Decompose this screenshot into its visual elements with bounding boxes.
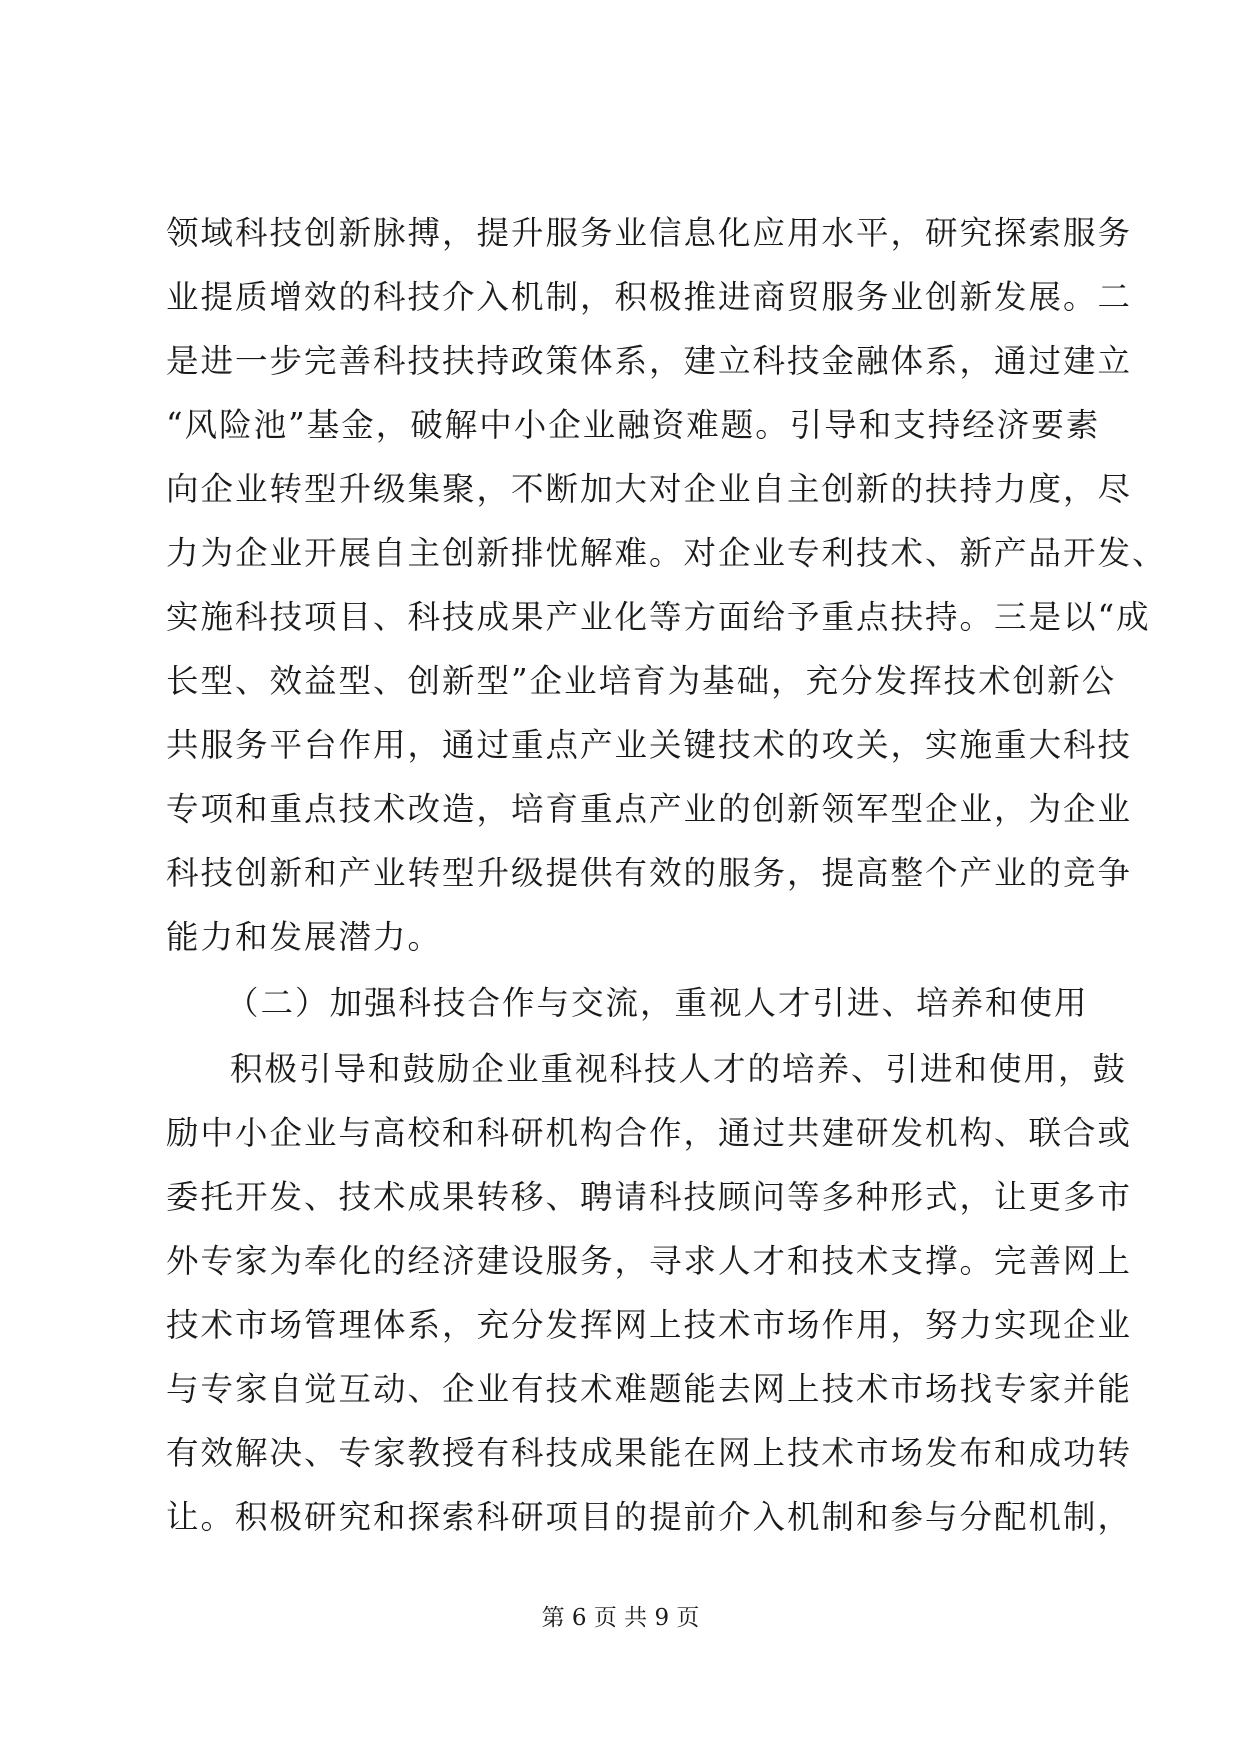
paragraph-line: 与专家自觉互动、企业有技术难题能去网上技术市场找专家并能 [166,1370,1133,1408]
paragraph-line: 力为企业开展自主创新排忧解难。对企业专利技术、新产品开发、 [166,534,1167,572]
paragraph-line: 能力和发展潜力。 [166,918,443,956]
paragraph-line: 业提质增效的科技介入机制，积极推进商贸服务业创新发展。二 [166,278,1133,316]
paragraph-line: “风险池”基金，破解中小企业融资难题。引导和支持经济要素 [166,406,1101,444]
paragraph-line: 励中小企业与高校和科研机构合作，通过共建研发机构、联合或 [166,1114,1133,1152]
paragraph-line: 委托开发、技术成果转移、聘请科技顾问等多种形式，让更多市 [166,1178,1133,1216]
paragraph-line: 让。积极研究和探索科研项目的提前介入机制和参与分配机制， [166,1498,1133,1536]
paragraph-line: 实施科技项目、科技成果产业化等方面给予重点扶持。三是以“成 [166,598,1151,636]
paragraph-line: 是进一步完善科技扶持政策体系，建立科技金融体系，通过建立 [166,342,1133,380]
page-number-footer: 第 6 页 共 9 页 [541,1605,700,1631]
paragraph-line: 有效解决、专家教授有科技成果能在网上技术市场发布和成功转 [166,1434,1133,1472]
paragraph-line: 领域科技创新脉搏，提升服务业信息化应用水平，研究探索服务 [166,214,1133,252]
paragraph-line: 向企业转型升级集聚，不断加大对企业自主创新的扶持力度，尽 [166,470,1133,508]
paragraph-line: 外专家为奉化的经济建设服务，寻求人才和技术支撑。完善网上 [166,1242,1133,1280]
paragraph-line: 科技创新和产业转型升级提供有效的服务，提高整个产业的竞争 [166,854,1133,892]
paragraph-line: 长型、效益型、创新型”企业培育为基础，充分发挥技术创新公 [166,662,1117,700]
paragraph-line: 共服务平台作用，通过重点产业关键技术的攻关，实施重大科技 [166,726,1133,764]
section-heading: （二）加强科技合作与交流，重视人才引进、培养和使用 [226,984,1089,1022]
paragraph-line: 技术市场管理体系，充分发挥网上技术市场作用，努力实现企业 [166,1306,1133,1344]
paragraph-line: 专项和重点技术改造，培育重点产业的创新领军型企业，为企业 [166,790,1133,828]
paragraph-line: 积极引导和鼓励企业重视科技人才的培养、引进和使用，鼓 [230,1050,1128,1088]
